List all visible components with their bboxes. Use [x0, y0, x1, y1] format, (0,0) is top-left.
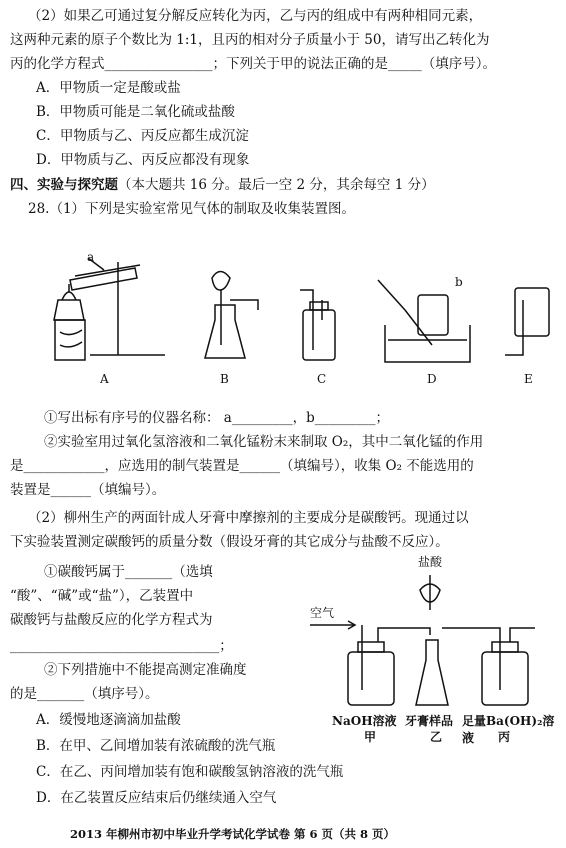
apparatus-d-drawing	[378, 280, 470, 362]
section-note: （本大题共 16 分。最后一空 2 分，其余每空 1 分）	[118, 177, 435, 193]
fig-hcl-label: 盐酸	[418, 555, 443, 569]
fig-air-label: 空气	[310, 606, 335, 620]
apparatus-a-drawing	[54, 258, 165, 360]
q2-option-d: D．甲物质与乙、丙反应都没有现象	[36, 152, 250, 168]
marker-a: a	[87, 250, 95, 264]
apparatus-label-d: D	[427, 372, 437, 386]
apparatus-c-drawing	[300, 290, 335, 360]
q28-c5: ②下列措施中不能提高测定准确度	[44, 662, 247, 678]
q28-c3: 碳酸钙与盐酸反应的化学方程式为	[10, 612, 213, 628]
fig-sample-label: 牙膏样品	[405, 714, 454, 728]
apparatus-label-c: C	[317, 372, 327, 386]
q28-sub2-line3: 装置是______（填编号）。	[10, 482, 166, 498]
q28-option-c: C．在乙、丙间增加装有饱和碳酸氢钠溶液的洗气瓶	[36, 764, 344, 780]
fig-yi-label: 乙	[430, 730, 443, 744]
apparatus-b-drawing	[205, 272, 258, 359]
q28-c1: ①碳酸钙属于_______（选填	[44, 564, 213, 580]
q2-line2: 这两种元素的原子个数比为 1:1，且丙的相对分子质量小于 50，请写出乙转化为	[10, 32, 490, 48]
q28-c4: _______________________________；	[10, 638, 233, 654]
q28-c6: 的是_______（填序号）。	[10, 686, 159, 702]
apparatus-label-b: B	[220, 372, 229, 386]
section-title: 四、实验与探究题	[10, 177, 118, 193]
q28-option-b: B．在甲、乙间增加装有浓硫酸的洗气瓶	[36, 738, 276, 754]
q28-c2: “酸”、“碱”或“盐”），乙装置中	[10, 588, 194, 604]
setup-drawing	[310, 575, 535, 705]
q28-option-d: D．在乙装置反应结束后仍继续通入空气	[36, 790, 277, 806]
q2-option-a: A．甲物质一定是酸或盐	[36, 80, 181, 96]
marker-b: b	[455, 275, 463, 289]
q2-option-c: C．甲物质与乙、丙反应都生成沉淀	[36, 128, 249, 144]
q28-intro: 28.（1）下列是实验室常见气体的制取及收集装置图。	[28, 201, 356, 217]
apparatus-label-e: E	[524, 372, 533, 386]
fig-naoh-label: NaOH溶液	[332, 714, 397, 728]
q2-line3: 丙的化学方程式________________；下列关于甲的说法正确的是_____（填序号）。	[10, 56, 496, 72]
q28-option-a: A．缓慢地逐滴滴加盐酸	[36, 712, 181, 728]
fig-bing-label: 丙	[498, 730, 511, 744]
q28-sub2-line1: ②实验室用过氧化氢溶液和二氧化锰粉末来制取 O₂，其中二氧化锰的作用	[44, 434, 484, 450]
apparatus-label-a: A	[100, 372, 109, 386]
fig-jia-label: 甲	[364, 730, 377, 744]
q28-part2-line1: （2）柳州生产的两面针成人牙膏中摩擦剂的主要成分是碳酸钙。现通过以	[28, 510, 469, 526]
q2-line1: （2）如果乙可通过复分解反应转化为丙，乙与丙的组成中有两种相同元素，	[28, 8, 483, 24]
section-heading	[10, 175, 435, 195]
q28-part2-line2: 下实验装置测定碳酸钙的质量分数（假设牙膏的其它成分与盐酸不反应）。	[10, 534, 449, 550]
page-footer: 2013 年柳州市初中毕业升学考试化学试卷 第 6 页（共 8 页）	[70, 827, 396, 841]
q2-option-b: B．甲物质可能是二氧化硫或盐酸	[36, 104, 235, 120]
q28-sub2-line2: 是____________，应选用的制气装置是______（填编号），收集 O₂ 不能选用的	[10, 458, 474, 474]
apparatus-e-drawing	[505, 288, 549, 355]
fig-baoh-label: 足量Ba(OH)₂溶液	[462, 714, 555, 745]
q28-sub1: ①写出标有序号的仪器名称： a_________，b_________；	[44, 410, 389, 426]
